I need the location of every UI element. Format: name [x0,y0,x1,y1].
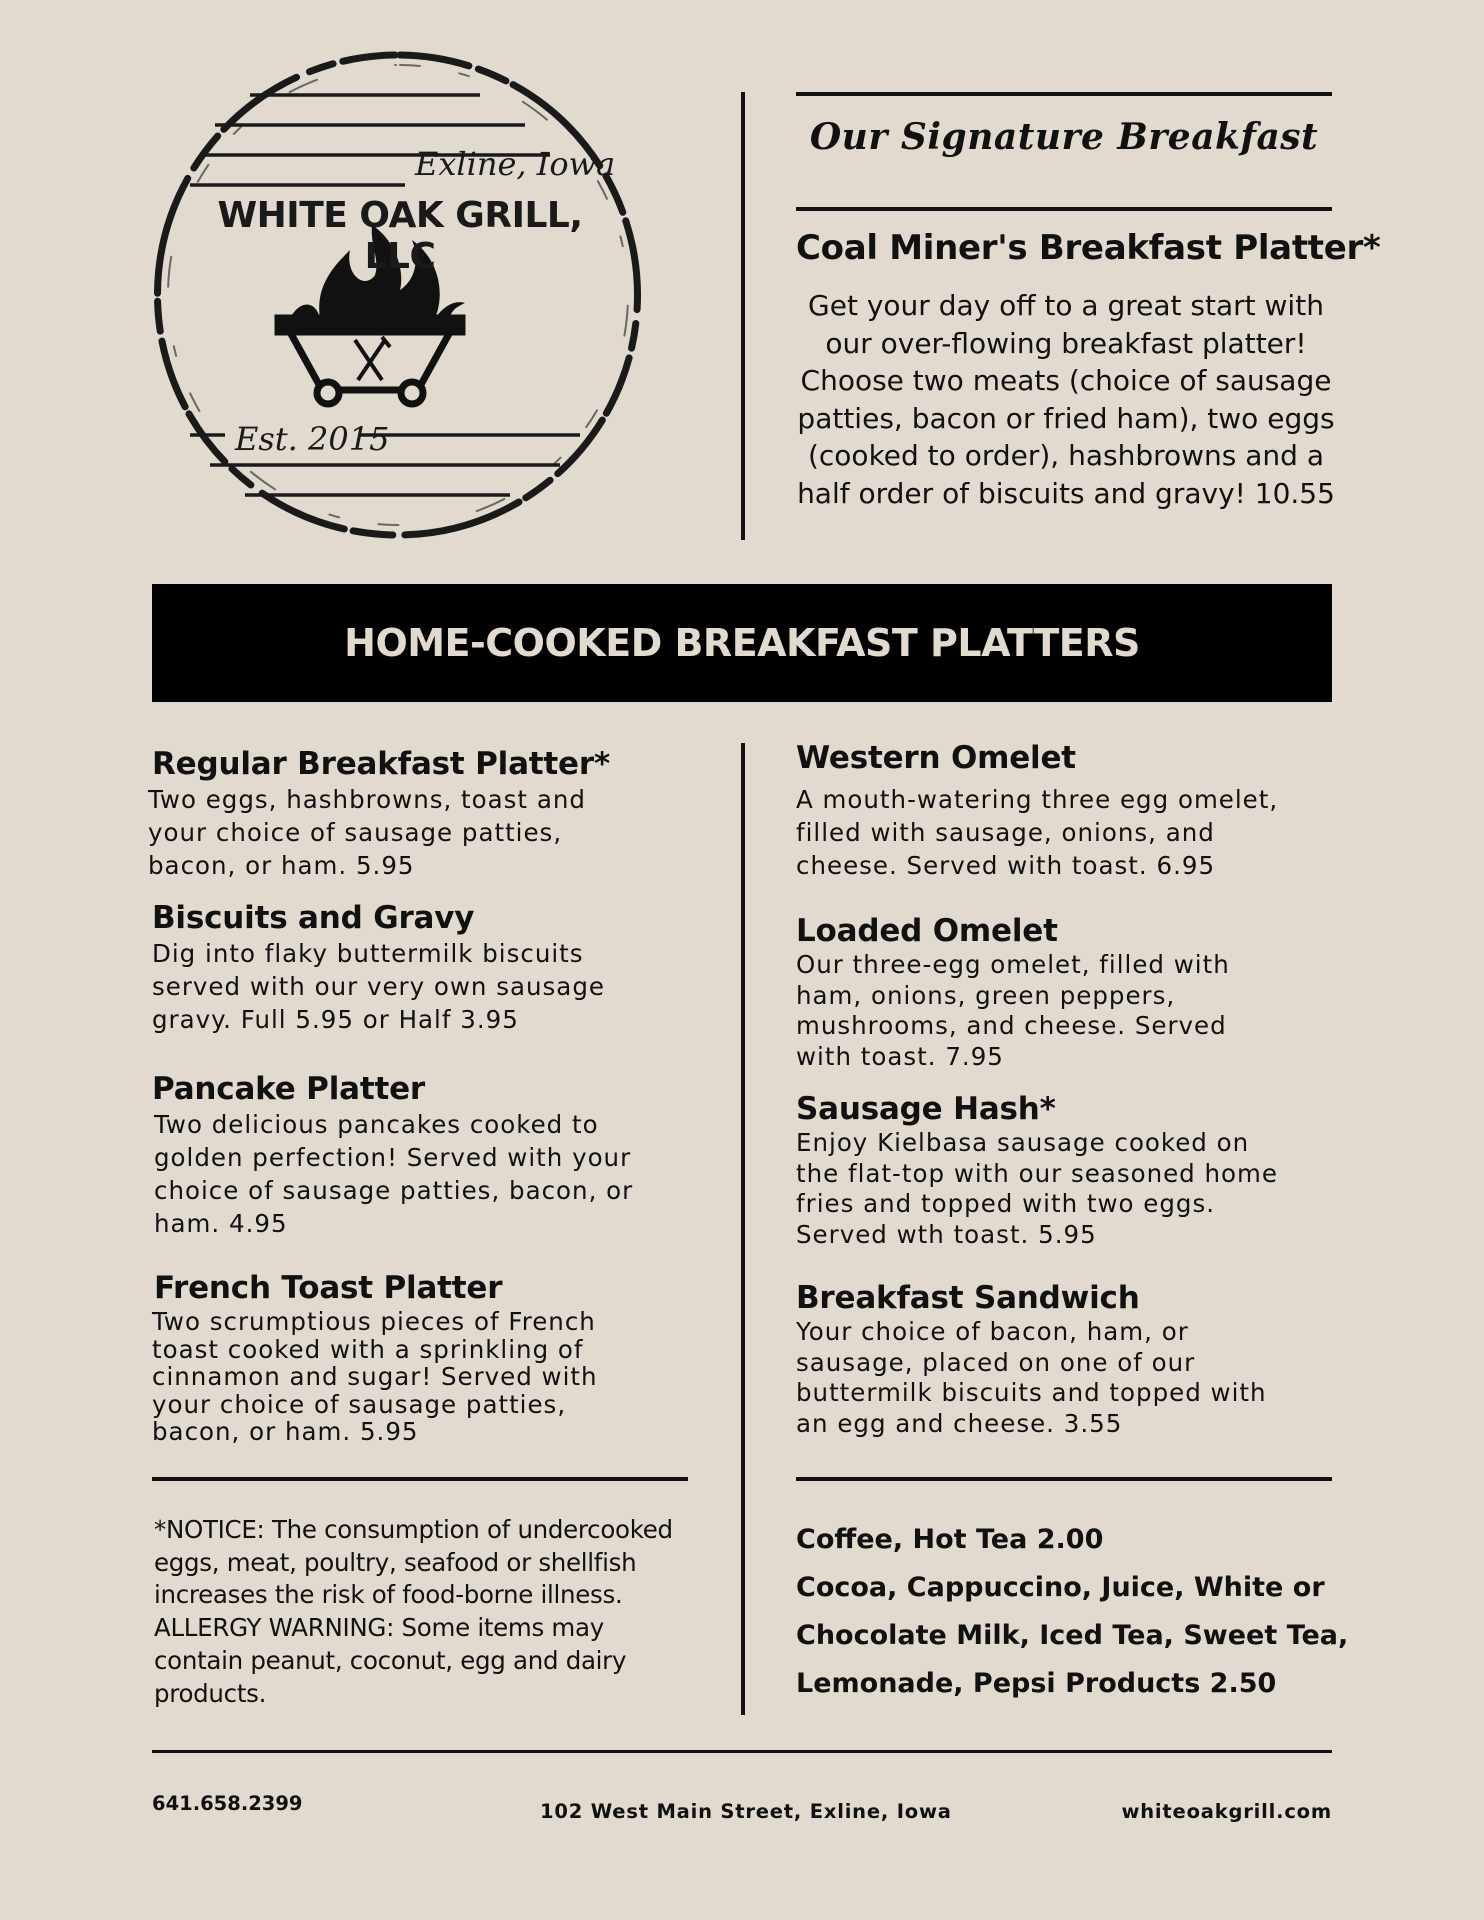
drink-line: Cocoa, Cappuccino, Juice, White or [796,1572,1325,1603]
item-description: Our three-egg omelet, filled with ham, onions, green peppers, mushrooms, and cheese. Served with toast. 7.95 [796,950,1230,1071]
item-title: Western Omelet [796,740,1076,776]
item-title: Biscuits and Gravy [152,900,475,936]
divider-footer [152,1750,1332,1753]
footer-website: whiteoakgrill.com [1121,1800,1332,1823]
item-description: Your choice of bacon, ham, or sausage, placed on one of our buttermilk biscuits and topped with an egg and cheese. 3.55 [796,1317,1267,1438]
utensils-icon [355,337,390,380]
item-title: Sausage Hash* [796,1091,1056,1127]
item-description: Two eggs, hashbrowns, toast and your choice of sausage patties, bacon, or ham. 5.95 [148,785,586,880]
drink-line: Chocolate Milk, Iced Tea, Sweet Tea, [796,1620,1349,1651]
item-description: A mouth-watering three egg omelet, filled with sausage, onions, and cheese. Served with toast. 6.95 [796,785,1279,880]
item-description: Enjoy Kielbasa sausage cooked on the flat-top with our seasoned home fries and topped with two eggs. Served wth toast. 5.95 [796,1128,1278,1249]
logo-circle [150,45,650,545]
footer-address: 102 West Main Street, Exline, Iowa [540,1800,952,1823]
divider-vertical-menu [741,743,745,1715]
divider-notice [152,1477,688,1481]
section-banner [152,584,1332,702]
divider-vertical-top [741,92,745,540]
logo [150,45,650,545]
divider-drinks [796,1477,1332,1481]
signature-title: Coal Miner's Breakfast Platter* [796,228,1381,268]
signature-heading: Our Signature Breakfast [809,116,1319,158]
logo-business-name: WHITE OAK GRILL, LLC [217,195,583,277]
logo-town: Exline, Iowa [415,145,616,183]
signature-description: Get your day off to a great start with our over-flowing breakfast platter! Choose two meats (choice of sausage patties, bacon or fried ham), two eggs (cooked to order), hashbrowns and a half order of biscuits and gravy! 10.55 [797,289,1335,510]
item-title: Breakfast Sandwich [796,1280,1140,1316]
logo-established: Est. 2015 [235,420,390,458]
footer-phone: 641.658.2399 [152,1792,303,1815]
banner-title: HOME-COOKED BREAKFAST PLATTERS [344,621,1140,665]
drink-line: Coffee, Hot Tea 2.00 [796,1524,1104,1555]
item-title: Pancake Platter [152,1071,425,1107]
item-title: Loaded Omelet [796,913,1058,949]
item-description: Two delicious pancakes cooked to golden perfection! Served with your choice of sausage patties, bacon, or ham. 4.95 [154,1110,634,1238]
item-description: Dig into flaky buttermilk biscuits served with our very own sausage gravy. Full 5.95 or Half 3.95 [152,939,605,1034]
divider-sig-bottom [796,207,1332,211]
item-title: French Toast Platter [154,1270,503,1306]
allergy-notice: *NOTICE: The consumption of undercooked eggs, meat, poultry, seafood or shellfish increases the risk of food-borne illness. ALLERGY WARNING: Some items may contain peanut, coconut, egg and dairy products. [154,1515,673,1708]
drink-line: Lemonade, Pepsi Products 2.50 [796,1668,1277,1699]
item-description: Two scrumptious pieces of French toast cooked with a sprinkling of cinnamon and sugar! Served with your choice of sausage patties, bacon, or ham. 5.95 [152,1307,598,1446]
item-title: Regular Breakfast Platter* [152,746,610,782]
divider-sig-top [796,92,1332,96]
